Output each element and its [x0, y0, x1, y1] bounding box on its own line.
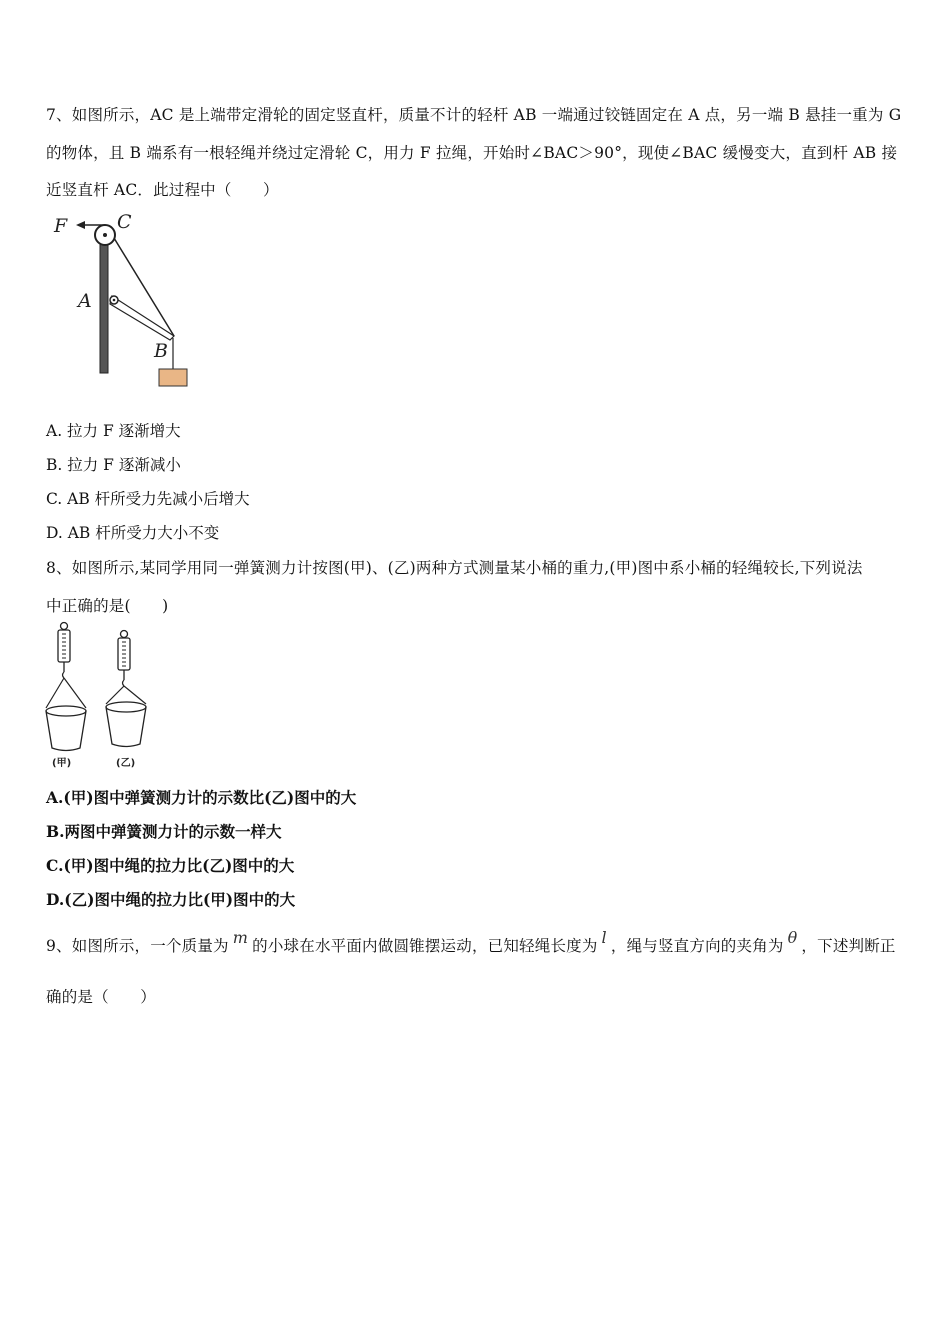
q7-figure-pulley-rod [48, 208, 198, 393]
q9-text-part-3: ，绳与竖直方向的夹角为 [610, 937, 784, 955]
q7-label-C: C [117, 211, 132, 233]
q7-label-B: B [154, 340, 168, 362]
q8-option-b: B.两图中弹簧测力计的示数一样大 [46, 822, 282, 841]
q8-stem-line-2: 中正确的是( ) [46, 597, 169, 615]
q7-option-b: B. 拉力 F 逐渐减小 [46, 456, 181, 474]
q9-stem-line-1 [46, 928, 908, 956]
q8-option-d: D.(乙)图中绳的拉力比(甲)图中的大 [46, 890, 296, 909]
q8-label-yi: (乙) [116, 758, 136, 769]
q7-stem-line-2: 的物体，且 B 端系有一根轻绳并绕过定滑轮 C，用力 F 拉绳，开始时∠BAC＞90°，现使∠BAC 缓慢变大，直到杆 AB 接 [46, 144, 898, 162]
q7-option-c: C. AB 杆所受力先减小后增大 [46, 490, 250, 508]
q9-var-m: m [232, 928, 249, 947]
q8-option-c: C.(甲)图中绳的拉力比(乙)图中的大 [46, 856, 295, 875]
q9-stem-line-2: 确的是（ ） [46, 988, 156, 1006]
q9-var-l: l [601, 928, 607, 947]
q8-option-a: A.(甲)图中弹簧测力计的示数比(乙)图中的大 [46, 788, 357, 807]
q7-label-A: A [78, 290, 92, 312]
q7-option-d: D. AB 杆所受力大小不变 [46, 524, 220, 542]
q9-text-part-4: ，下述判断正 [801, 937, 896, 955]
q9-var-theta: θ [787, 928, 798, 947]
q7-stem-line-1: 7、如图所示，AC 是上端带定滑轮的固定竖直杆，质量不计的轻杆 AB 一端通过铰链固定在 A 点，另一端 B 悬挂一重为 G [46, 106, 902, 124]
q9-text-part-1: 9、如图所示，一个质量为 [46, 937, 229, 955]
q7-stem-line-3: 近竖直杆 AC．此过程中（ ） [46, 181, 279, 199]
scale-jia [46, 623, 86, 770]
scale-yi [106, 631, 146, 770]
q8-figure-spring-scales [42, 620, 157, 772]
q8-label-jia: (甲) [52, 758, 72, 769]
q7-label-F: F [54, 215, 68, 237]
q7-option-a: A. 拉力 F 逐渐增大 [46, 422, 181, 440]
q9-text-part-2: 的小球在水平面内做圆锥摆运动，已知轻绳长度为 [252, 937, 598, 955]
q8-stem-line-1: 8、如图所示,某同学用同一弹簧测力计按图(甲)、(乙)两种方式测量某小桶的重力,(甲)图中系小桶的轻绳较长,下列说法 [46, 559, 863, 577]
